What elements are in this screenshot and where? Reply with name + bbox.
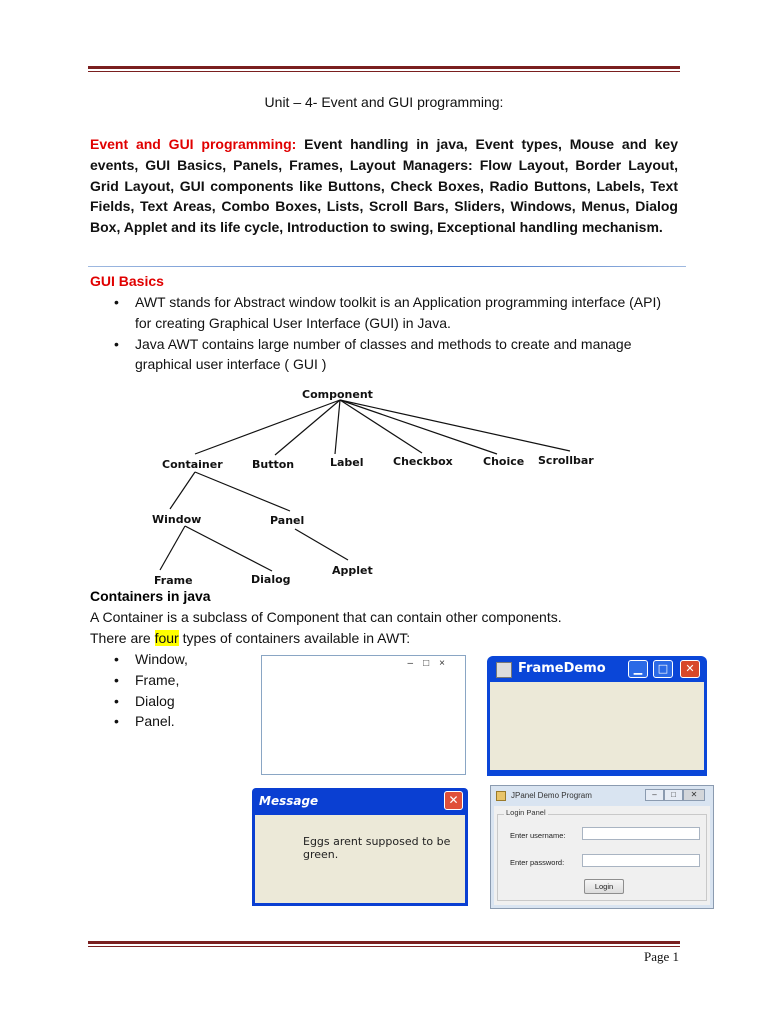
- list-item: • Java AWT contains large number of classes and methods to create and manage graphical user interface ( GUI ): [90, 334, 680, 376]
- containers-types-line: [90, 628, 690, 649]
- frame-title: FrameDemo: [518, 661, 606, 676]
- header-rule-thin: [88, 71, 680, 72]
- dialog-titlebar: [255, 788, 465, 815]
- containers-definition: A Container is a subclass of Component that can contain other components.: [90, 609, 562, 625]
- message-dialog-screenshot: [252, 788, 468, 906]
- tree-node-container: Container: [162, 458, 223, 471]
- intro-text: Event handling in java, Event types, Mouse and key events, GUI Basics, Panels, Frames, Layout Managers: Flow Layout, Border Layout, Grid Layout, GUI components like Buttons, Check Boxes, Radio Buttons, Labels, Text Fields, Text Areas, Combo Boxes, Lists, Scroll Bars, Sliders, Windows, Menus, Dialog Box, Applet and its life cycle, Introduction to swing, Exceptional handling mechanism.: [90, 136, 678, 236]
- tree-node-panel: Panel: [270, 514, 305, 527]
- gui-basics-heading: GUI Basics: [90, 273, 164, 289]
- tree-node-applet: Applet: [332, 564, 373, 577]
- close-icon: ✕: [680, 660, 700, 678]
- tree-node-root: Component: [302, 388, 373, 401]
- list-item: • Dialog: [90, 691, 250, 712]
- tree-node-button: Button: [252, 458, 295, 471]
- tree-edge: [340, 400, 570, 451]
- tree-node-scrollbar: Scrollbar: [538, 454, 594, 467]
- page-title: Unit – 4- Event and GUI programming:: [264, 94, 504, 110]
- gui-basics-list: [90, 292, 680, 375]
- page-number: Page 1: [643, 949, 679, 964]
- tree-edge: [335, 400, 340, 454]
- tree-edge: [170, 472, 195, 509]
- header-rule: [88, 66, 680, 69]
- minimize-icon: –: [645, 789, 664, 801]
- close-icon: ✕: [444, 791, 463, 810]
- list-item: • Window,: [90, 649, 250, 670]
- dialog-title: Message: [259, 794, 319, 808]
- types-text-pre: There are: [90, 630, 155, 646]
- tree-edge: [195, 472, 290, 511]
- jpanel-body: [494, 806, 710, 905]
- minimize-icon: ▁: [628, 660, 648, 678]
- frame-titlebar: [490, 656, 704, 682]
- tree-node-choice: Choice: [483, 455, 525, 468]
- window-controls-icon: –□×: [407, 658, 455, 669]
- login-panel-group: [497, 808, 707, 901]
- footer-rule: [88, 941, 680, 944]
- list-item: • Frame,: [90, 670, 250, 691]
- tree-edge: [275, 400, 340, 455]
- tree-node-dialog: Dialog: [251, 573, 291, 586]
- password-label: Enter password:: [510, 858, 565, 867]
- maximize-icon: □: [664, 789, 683, 801]
- login-button: Login: [584, 879, 624, 894]
- tree-edge: [295, 529, 348, 560]
- intro-label: Event and GUI programming:: [90, 136, 297, 152]
- list-item: • Panel.: [90, 711, 250, 732]
- tree-edge: [195, 400, 340, 454]
- tree-edge: [340, 400, 422, 453]
- tree-node-frame: Frame: [154, 574, 193, 587]
- username-label: Enter username:: [510, 831, 566, 840]
- types-text-post: types of containers available in AWT:: [178, 630, 411, 646]
- window-buttons: [645, 789, 707, 802]
- tree-node-label: Label: [330, 456, 364, 469]
- frame-body: [490, 682, 704, 770]
- password-field: [582, 854, 700, 867]
- dialog-body: [255, 815, 465, 903]
- section-divider: [88, 266, 686, 267]
- java-app-icon: [496, 662, 512, 678]
- highlighted-word: four: [154, 630, 179, 646]
- jpanel-demo-screenshot: [490, 785, 714, 909]
- tree-node-window: Window: [152, 513, 202, 526]
- tree-edge: [340, 400, 497, 454]
- tree-node-checkbox: Checkbox: [393, 455, 453, 468]
- footer-rule-thin: [88, 946, 680, 947]
- container-types-list: [90, 649, 250, 732]
- java-app-icon: [496, 791, 506, 801]
- intro-paragraph: [90, 134, 678, 238]
- jpanel-titlebar: [491, 786, 713, 806]
- component-hierarchy-diagram: [140, 384, 620, 588]
- containers-heading: Containers in java: [90, 588, 211, 604]
- window-screenshot: [261, 655, 466, 775]
- login-panel-legend: Login Panel: [506, 808, 546, 817]
- list-item: • AWT stands for Abstract window toolkit is an Application programming interface (API) for creating Graphical User Interface (GUI) in Java.: [90, 292, 680, 334]
- tree-edge: [185, 526, 272, 571]
- dialog-message: Eggs arent supposed to be green.: [303, 835, 451, 861]
- close-icon: ✕: [683, 789, 705, 801]
- username-field: [582, 827, 700, 840]
- jpanel-title: JPanel Demo Program: [511, 791, 592, 800]
- tree-edge: [160, 526, 185, 570]
- maximize-icon: □: [653, 660, 673, 678]
- frame-demo-screenshot: [487, 656, 707, 776]
